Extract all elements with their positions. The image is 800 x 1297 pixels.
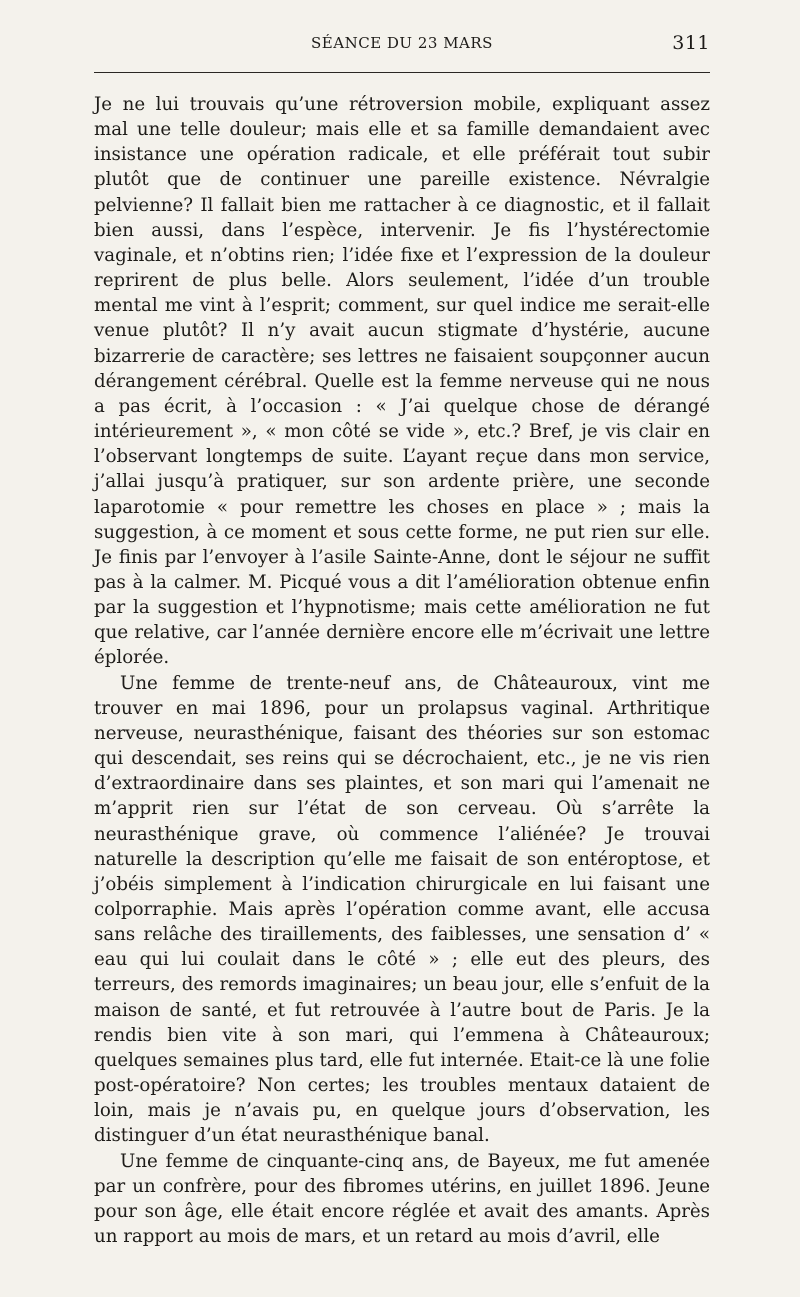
paragraph: Une femme de cinquante-cinq ans, de Bayeux, me fut amenée par un confrère, pour des fibromes utérins, en juillet 1896. Jeune pour son âge, elle était encore réglée et avait des amants. Après un rapport au mois de mars, et un retard au mois d’avril, elle [94, 1150, 710, 1248]
paragraph: Une femme de trente-neuf ans, de Châteauroux, vint me trouver en mai 1896, pour un prolapsus vaginal. Arthritique nerveuse, neurasthénique, faisant des théories sur son estomac qui descendait, ses reins qui se décrochaient, etc., je ne vis rien d’extraordinaire dans ses plaintes, et son mari qui l’amenait ne m’apprit rien sur l’état de son cerveau. Où s’arrête la neurasthénique grave, où commence l’aliénée? Je trouvai naturelle la description qu’elle me faisait de son entéroptose, et j’obéis simplement à l’indication chirurgicale en lui faisant une colporraphie. Mais après l’opération comme avant, elle accusa sans relâche des tiraillements, des faiblesses, une sensation d’ « eau qui lui coulait dans le côté » ; elle eut des pleurs, des terreurs, des remords imaginaires; un beau jour, elle s’enfuit de la maison de santé, et fut retrouvée à l’autre bout de Paris. Je la rendis bien vite à son mari, qui l’emmena à Châteauroux; quelques semaines plus tard, elle fut internée. Etait-ce là une folie post-opératoire? Non certes; les troubles mentaux dataient de loin, mais je n’avais pu, en quelque jours d’observation, les distinguer d’un état neurasthénique banal. [94, 672, 710, 1147]
page-number: 311 [672, 32, 710, 54]
body-text [94, 92, 710, 1249]
paragraph: Je ne lui trouvais qu’une rétroversion mobile, expliquant assez mal une telle douleur; mais elle et sa famille demandaient avec insistance une opération radicale, et elle préférait tout subir plutôt que de continuer une pareille existence. Névralgie pelvienne? Il fallait bien me rattacher à ce diagnostic, et il fallait bien aussi, dans l’espèce, intervenir. Je fis l’hystérectomie vaginale, et n’obtins rien; l’idée fixe et l’expression de la douleur reprirent de plus belle. Alors seulement, l’idée d’un trouble mental me vint à l’esprit; comment, sur quel indice me serait-elle venue plutôt? Il n’y avait aucun stigmate d’hystérie, aucune bizarrerie de caractère; ses lettres ne faisaient soupçonner aucun dérangement cérébral. Quelle est la femme nerveuse qui ne nous a pas écrit, à l’occasion : « J’ai quelque chose de dérangé intérieurement », « mon côté se vide », etc.? Bref, je vis clair en l’observant longtemps de suite. L’ayant reçue dans mon service, j’allai jusqu’à pratiquer, sur son ardente prière, une seconde laparotomie « pour remettre les choses en place » ; mais la suggestion, à ce moment et sous cette forme, ne put rien sur elle. Je finis par l’envoyer à l’asile Sainte-Anne, dont le séjour ne suffit pas à la calmer. M. Picqué vous a dit l’amélioration obtenue enfin par la suggestion et l’hypnotisme; mais cette amélioration ne fut que relative, car l’année dernière encore elle m’écrivait une lettre éplorée. [94, 94, 710, 669]
running-title: SÉANCE DU 23 MARS [311, 34, 493, 52]
header-rule [94, 72, 710, 73]
page-header [94, 34, 710, 58]
